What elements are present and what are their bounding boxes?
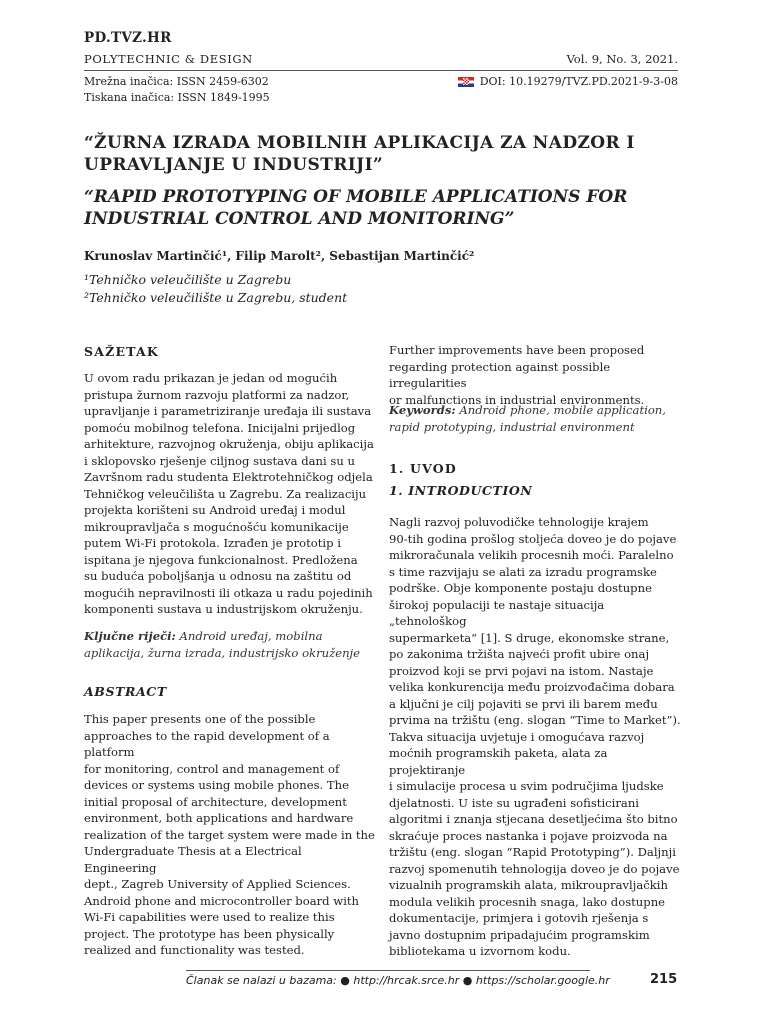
text-line: i sklopovsko rješenje ciljnog sustava dani su u	[84, 453, 355, 468]
title-english	[84, 186, 684, 230]
kljucne-rijeci	[84, 628, 376, 661]
text-line: mogućih nepravilnosti ili otkaza u radu pojedinih	[84, 585, 373, 600]
authors: Krunoslav Martinčić¹, Filip Marolt², Sebastijan Martinčić²	[84, 249, 475, 263]
text-line: velika konkurencija među proizvođačima dobara	[389, 680, 675, 694]
affiliation-2: ²Tehničko veleučilište u Zagrebu, student	[84, 290, 348, 305]
text-line: mikroupravljača s mogućnošću komunikacije	[84, 519, 349, 534]
text-line: realized and functionality was tested.	[84, 943, 305, 957]
journal-name: POLYTECHNIC & DESIGN	[84, 52, 253, 66]
text-line: Android phone and microcontroller board with	[84, 893, 360, 908]
text-line: realization of the target system were made in the	[84, 827, 375, 842]
site-name: PD.TVZ.HR	[84, 30, 172, 46]
kw-label-en: Keywords:	[389, 403, 456, 417]
text-line: vizualnih programskih alata, mikroupravljačkih	[389, 878, 668, 892]
footer-divider	[186, 970, 590, 971]
intro-heading-en: 1. INTRODUCTION	[389, 483, 533, 498]
title-hr-line: UPRAVLJANJE U INDUSTRIJI”	[84, 155, 384, 175]
text-line: razvoj spomenutih tehnologija doveo je do pojave	[389, 861, 680, 876]
abstract-heading: ABSTRACT	[84, 684, 167, 699]
text-line: bibliotekama u izvornom kodu.	[389, 944, 571, 958]
issn-online: Mrežna inačica: ISSN 2459-6302	[84, 75, 269, 88]
text-line: for monitoring, control and management of	[84, 761, 340, 776]
title-en-line: INDUSTRIAL CONTROL AND MONITORING”	[84, 209, 515, 229]
text-line: s time razvijaju se alati za izradu programske	[389, 564, 657, 579]
text-line: algoritmi i znanja stjecana desetljećima što bitno	[389, 812, 678, 826]
text-line: 90-tih godina prošlog stoljeća doveo je do pojave	[389, 531, 677, 546]
intro-body	[389, 514, 681, 960]
sazetak-heading: SAŽETAK	[84, 344, 159, 359]
text-line: komponenti sustava u industrijskom okruženju.	[84, 602, 363, 616]
text-line: skraćuje proces nastanka i pojave proizvoda na	[389, 828, 668, 843]
title-hr-line: “ŽURNA IZRADA MOBILNIH APLIKACIJA ZA NADZOR I	[84, 133, 635, 153]
text-line: Undergraduate Thesis at a Electrical Engineering	[84, 844, 302, 875]
text-line: approaches to the rapid development of a platform	[84, 728, 330, 759]
text-line: Tehničkog veleučilišta u Zagrebu. Za realizaciju	[84, 486, 367, 501]
text-line: djelatnosti. U iste su ugrađeni sofisticirani	[389, 795, 640, 810]
text-line: ispitana je njegova funkcionalnost. Predložena	[84, 552, 358, 567]
text-line: U ovom radu prikazan je jedan od mogućih	[84, 371, 338, 385]
text-line: mikroračunala velikih procesnih moći. Paralelno	[389, 548, 674, 562]
text-line: supermarketa“ [1]. S druge, ekonomske strane,	[389, 630, 670, 645]
volume-info: Vol. 9, No. 3, 2021.	[566, 52, 678, 66]
keywords	[389, 402, 681, 435]
text-line: i simulacije procesa u svim područjima ljudske	[389, 779, 664, 793]
text-line: modula velikih procesnih snaga, lako dostupne	[389, 894, 666, 909]
text-line: javno dostupnim pripadajućim programskim	[389, 927, 650, 942]
intro-heading-hr: 1. UVOD	[389, 461, 457, 476]
text-line: podrške. Obje komponente postaju dostupne	[389, 581, 652, 595]
text-line: pomoću mobilnog telefona. Inicijalni prijedlog	[84, 420, 356, 435]
text-line: devices or systems using mobile phones. The	[84, 778, 349, 792]
text-line: pristupa žurnom razvoju platformi za nadzor,	[84, 387, 350, 402]
text-line: arhitekture, razvojnog okruženja, obiju aplikacija	[84, 437, 374, 451]
text-line: regarding protection against possible irregularities	[389, 359, 611, 390]
text-line: širokoj populaciji te nastaje situacija „tehnološkog	[389, 597, 605, 628]
issn-print: Tiskana inačica: ISSN 1849-1995	[84, 91, 270, 104]
abstract-body	[84, 711, 376, 959]
doi-text: DOI: 10.19279/TVZ.PD.2021-9-3-08	[479, 75, 678, 88]
text-line: project. The prototype has been physically	[84, 926, 335, 941]
text-line: prvima na tržištu (eng. slogan “Time to Market”).	[389, 713, 681, 727]
text-line: upravljanje i parametriziranje uređaja ili sustava	[84, 404, 372, 418]
kw-values-en-2: rapid prototyping, industrial environment	[389, 419, 635, 434]
text-line: proizvod koji se prvi pojavi na istom. Nastaje	[389, 663, 654, 678]
header-divider	[84, 70, 678, 71]
kw-values-hr-2: aplikacija, žurna izrada, industrijsko okruženje	[84, 645, 360, 660]
text-line: Nagli razvoj poluvodičke tehnologije krajem	[389, 515, 649, 529]
text-line: dept., Zagreb University of Applied Sciences.	[84, 877, 351, 891]
title-croatian	[84, 132, 684, 176]
text-line: Further improvements have been proposed	[389, 343, 645, 357]
doi	[458, 75, 678, 88]
abstract-continuation	[389, 342, 681, 408]
kw-values-hr: Android uređaj, mobilna	[175, 629, 323, 643]
page-number: 215	[650, 972, 678, 987]
text-line: putem Wi-Fi protokola. Izrađen je prototip i	[84, 536, 341, 550]
text-line: su buduća poboljšanja u odnosu na zaštitu od	[84, 569, 352, 583]
text-line: Takva situacija uvjetuje i omogućava razvoj	[389, 729, 645, 744]
sazetak-body	[84, 370, 376, 618]
text-line: moćnih programskih paketa, alata za projektiranje	[389, 746, 608, 777]
text-line: This paper presents one of the possible	[84, 712, 316, 726]
footer-databases: Članak se nalazi u bazama: ● http://hrcak.srce.hr ● https://scholar.google.hr	[186, 974, 610, 987]
text-line: a ključni je cilj pojaviti se prvi ili barem među	[389, 696, 658, 711]
croatian-flag-icon	[458, 77, 474, 87]
title-en-line: “RAPID PROTOTYPING OF MOBILE APPLICATIONS FOR	[84, 187, 628, 207]
text-line: Wi-Fi capabilities were used to realize this	[84, 910, 335, 924]
text-line: tržištu (eng. slogan “Rapid Prototyping”). Daljnji	[389, 845, 676, 859]
text-line: projekta korišteni su Android uređaj i modul	[84, 503, 346, 517]
kw-label-hr: Ključne riječi:	[84, 629, 176, 643]
text-line: Završnom radu studenta Elektrotehničkog odjela	[84, 470, 373, 484]
text-line: or malfunctions in industrial environments.	[389, 392, 645, 407]
text-line: po zakonima tržišta najveći profit ubire onaj	[389, 647, 650, 661]
kw-values-en: Android phone, mobile application,	[455, 403, 666, 417]
text-line: dokumentacije, primjera i gotovih rješenja s	[389, 911, 649, 925]
affiliation-1: ¹Tehničko veleučilište u Zagrebu	[84, 272, 292, 287]
text-line: environment, both applications and hardware	[84, 811, 354, 825]
text-line: initial proposal of architecture, development	[84, 794, 347, 809]
